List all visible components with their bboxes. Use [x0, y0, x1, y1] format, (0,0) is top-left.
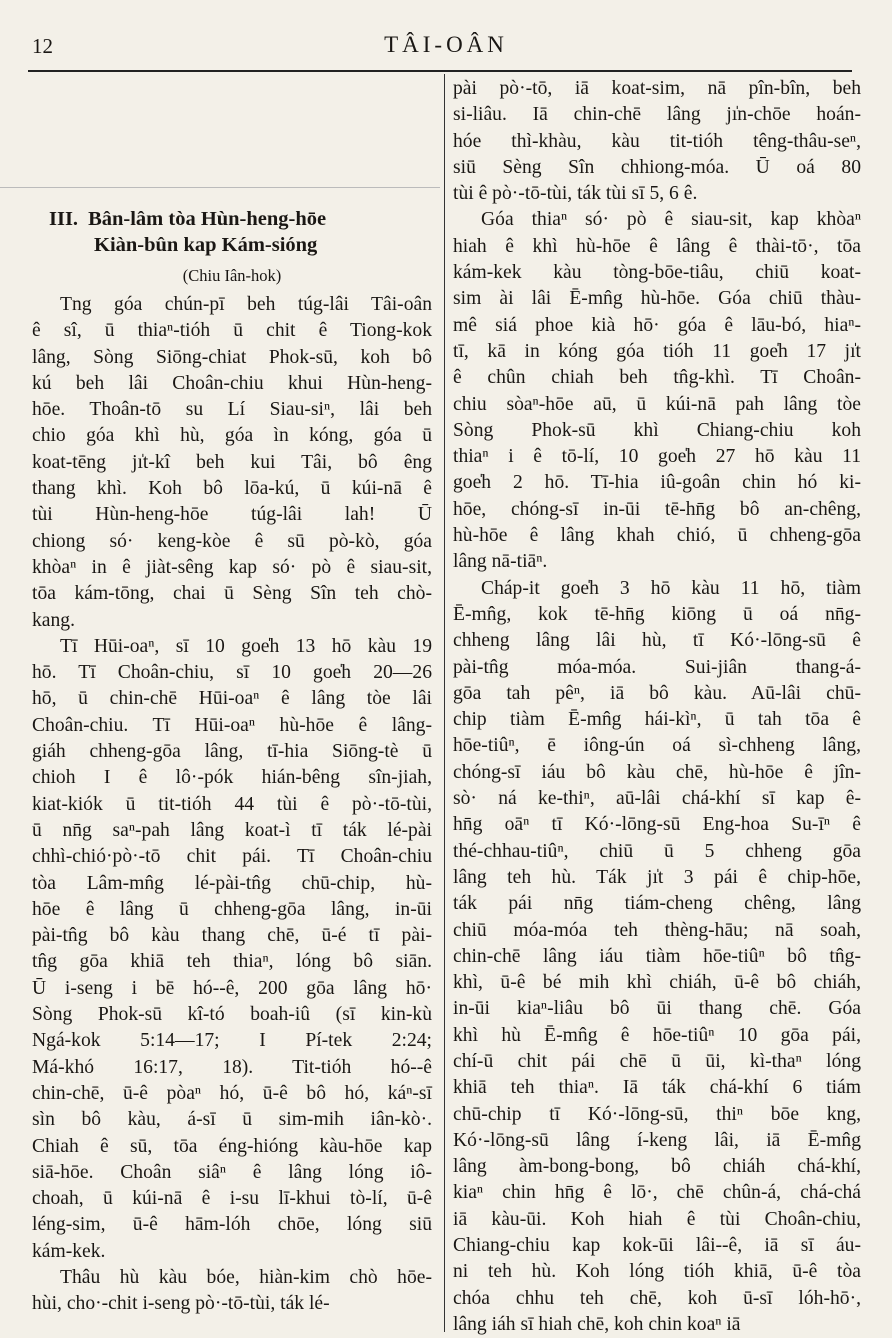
text-line: lâng nā-tiāⁿ. [453, 551, 548, 573]
text-line: Tī Hūi-oaⁿ, sī 10 goe̍h 13 hō kàu 19 [60, 635, 432, 657]
text-line: goe̍h 2 hō. Tī-hia iû-goân chin hó ki- [453, 472, 861, 494]
text-line: siā-hōe. Choân siâⁿ ê lâng lóng iô- [32, 1161, 432, 1183]
text-line: koat-tēng jı̍t-kî beh kui Tâi, bô êng [32, 451, 432, 473]
text-line: chheng lâng lâi hù, tī Kó·-lōng-sū ê [453, 630, 861, 652]
text-line: Ngá-kok 5:14—17; I Pí-tek 2:24; [32, 1030, 432, 1052]
text-line: kám-kek kàu tòng-bōe-tiâu, chiū koat- [453, 262, 861, 284]
article-title-line1: Bân-lâm tòa Hùn-heng-hōe [88, 208, 327, 230]
text-line: lâng, Sòng Siōng-chiat Phok-sū, koh bô [32, 346, 432, 368]
text-line: Thâu hù kàu bóe, hiàn-kim chò hōe- [60, 1266, 432, 1288]
text-line: hōe ê lâng ū chheng-gōa lâng, in-ūi [32, 898, 432, 920]
text-line: léng-sim, ū-ê hām-lóh chōe, lóng siū [32, 1214, 432, 1236]
text-line: thé-chhau-tiûⁿ, chiū ū 5 chheng gōa [453, 840, 861, 862]
text-line: chin-chē lâng iáu tiàm hōe-tiûⁿ bô tn̂g- [453, 945, 861, 967]
paragraph [453, 576, 861, 1338]
text-line: chio góa khì hù, góa ìn kóng, góa ū [32, 425, 432, 447]
column-divider [444, 74, 445, 1332]
text-line: lâng teh hù. Ták jı̍t 3 pái ê chip-hōe, [453, 866, 861, 888]
text-line: pài-tn̂g móa-móa. Sui-jiân thang-á- [453, 656, 861, 678]
text-line: kiat-kiók ū tit-tióh 44 tùi ê pò·-tō-tùi, [32, 793, 432, 815]
text-line: chip tiàm Ē-mn̂g hái-kìⁿ, ū tah tōa ê [453, 709, 861, 731]
text-line: Tng góa chún-pī beh túg-lâi Tâi-oân [60, 294, 432, 315]
text-line: chóa chhu teh chē, koh ū-sī lóh-hō·, [453, 1287, 861, 1309]
text-line: ū nn̄g saⁿ-pah lâng koat-ì tī ták lé-pài [32, 819, 432, 841]
right-column-paragraphs [453, 76, 861, 1338]
text-line: ê chûn chiah beh tn̂g-khì. Tī Choân- [453, 367, 861, 389]
text-line: si-liâu. Iā chin-chē lâng jı̍n-chōe hoán- [453, 104, 861, 126]
page-header [0, 30, 892, 72]
text-line: khì, ū-ê bé mih khì chiáh, ū-ê bô chiáh, [453, 972, 861, 994]
text-line: Chiah ê sū, tōa éng-hióng kàu-hōe kap [32, 1135, 432, 1157]
article-byline: (Chiu Iân-hok) [182, 266, 282, 285]
text-line: kang. [32, 609, 75, 631]
text-line: hōe. Thoân-tō su Lí Siau-siⁿ, lâi beh [32, 399, 432, 421]
paragraph [32, 634, 432, 1265]
paragraph [32, 292, 432, 634]
text-line: kám-kek. [32, 1240, 106, 1262]
text-line: Cháp-it goe̍h 3 hō kàu 11 hō, tiàm [481, 577, 861, 599]
text-line: choah, ū kúi-nā ê i-su lī-khui tò-lí, ū-ê [32, 1188, 432, 1210]
text-line: chhì-chió·pò·-tō chit pái. Tī Choân-chiu [32, 846, 432, 868]
text-line: lâng àm-bong-bong, bô chiáh chá-khí, [453, 1156, 861, 1178]
text-line: tn̂g gōa khiā teh thiaⁿ, lóng bô siān. [32, 951, 432, 973]
text-line: pài-tn̂g bô kàu thang chē, ū-é tī pài- [32, 925, 432, 947]
text-line: lâng iáh sī hiah chē, koh chin koaⁿ iā [453, 1313, 741, 1335]
text-line: mê siá phoe kià hō· góa ê lāu-bó, hiaⁿ- [453, 314, 861, 336]
section-top-rule [0, 187, 440, 188]
text-line: chí-ū chit pái chē ū ūi, kì-thaⁿ lóng [453, 1050, 861, 1072]
text-line: tī, kā in kóng góa tióh 11 goe̍h 17 jı̍t [453, 340, 861, 362]
text-line: hù-hōe ê lâng khah chió, ū chheng-gōa [453, 525, 861, 547]
text-line: chóng-sī iáu bô kàu chē, hù-hōe ê jîn- [453, 761, 861, 783]
running-title: TÂI-OÂN [384, 32, 508, 57]
text-line: in-ūi kiaⁿ-liâu bô ūi thang chē. Góa [453, 998, 861, 1020]
text-line: tōa kám-tōng, chai ū Sèng Sîn teh chò- [32, 583, 432, 605]
text-line: sìn bô kàu, á-sī ū sim-mih iân-kò·. [32, 1109, 432, 1131]
text-line: kiaⁿ chin hn̄g ê lō·, chē chûn-á, chá-chá [453, 1182, 861, 1204]
left-column-paragraphs [32, 292, 432, 1318]
text-line: ták pái nn̄g tiám-cheng chêng, lâng [453, 893, 861, 915]
text-line: Kó·-lōng-sū lâng í-keng lâi, iā Ē-mn̂g [453, 1129, 861, 1151]
article-heading-line1 [32, 206, 432, 232]
text-line: Ū i-seng i bē hó--ê, 200 gōa lâng hō· [32, 977, 432, 999]
text-line: khì hù Ē-mn̂g ê hōe-tiûⁿ 10 gōa pái, [453, 1024, 861, 1046]
text-line: pài pò·-tō, iā koat-sim, nā pîn-bîn, beh [453, 78, 861, 99]
page-number: 12 [32, 34, 53, 58]
text-line: Sòng Phok-sū kî-tó boah-iû (sī kin-kù [32, 1004, 432, 1026]
text-line: Choân-chiu. Tī Hūi-oaⁿ hù-hōe ê lâng- [32, 714, 432, 736]
text-line: khòaⁿ in ê jiàt-sêng kap só· pò ê siau-sit, [32, 556, 432, 578]
text-line: Má-khó 16:17, 18). Tit-tióh hó--ê [32, 1056, 432, 1078]
text-line: tùi ê pò·-tō-tùi, ták tùi sī 5, 6 ê. [453, 183, 698, 205]
header-rule [28, 70, 852, 72]
text-line: thang khì. Koh bô lōa-kú, ū kúi-nā ê [32, 478, 432, 500]
text-line: tòa Lâm-mn̂g lé-pài-tn̂g chū-chip, hù- [32, 872, 432, 894]
text-line: sò· ná ke-thiⁿ, aū-lâi chá-khí sī kap ê- [453, 788, 861, 810]
text-line: hùi, cho·-chit i-seng pò·-tō-tùi, ták lé- [32, 1293, 330, 1315]
text-line: hōe-tiûⁿ, ē iông-ún oá sì-chheng lâng, [453, 735, 861, 757]
text-line: kú beh lâi Choân-chiu khui Hùn-heng- [32, 372, 432, 394]
text-line: khiā teh thiaⁿ. Iā ták chá-khí 6 tiám [453, 1077, 861, 1099]
text-line: thiaⁿ i ê tō-lí, 10 goe̍h 27 hō kàu 11 [453, 446, 861, 468]
text-line: ni teh hù. Koh lóng tióh khiā, ū-ê tòa [453, 1261, 861, 1283]
paragraph [32, 1265, 432, 1318]
text-line: chin-chē, ū-ê pòaⁿ hó, ū-ê bô hó, káⁿ-sī [32, 1082, 432, 1104]
text-line: chioh I ê lô·-pók hián-bêng sîn-jiah, [32, 767, 432, 789]
text-line: chiū móa-móa teh thèng-hāu; nā soah, [453, 919, 861, 941]
text-line: ê sî, ū thiaⁿ-tióh ū chit ê Tiong-kok [32, 320, 432, 342]
article-title-line2: Kiàn-bûn kap Kám-sióng [94, 234, 318, 256]
text-line: gōa tah pêⁿ, iā bô kàu. Aū-lâi chū- [453, 682, 861, 704]
text-line: sim ài lâi Ē-mn̂g hù-hōe. Góa chiū thàu- [453, 288, 861, 310]
text-line: hiah ê khì hù-hōe ê lâng ê thài-tō·, tōa [453, 235, 861, 257]
text-line: Sòng Phok-sū khì Chiang-chiu koh [453, 419, 861, 441]
text-line: giáh chheng-gōa lâng, tī-hia Siōng-tè ū [32, 741, 432, 763]
text-line: iā kàu-ūi. Koh hiah ê tùi Choân-chiu, [453, 1208, 861, 1230]
text-line: tùi Hùn-heng-hōe túg-lâi lah! Ū [32, 504, 432, 526]
text-line: hóe thì-khàu, kàu tit-tióh têng-thâu-seⁿ, [453, 130, 861, 152]
section-number: III. [49, 208, 79, 230]
text-line: hō, ū chin-chē Hūi-oaⁿ ê lâng tòe lâi [32, 688, 432, 710]
paragraph [453, 207, 861, 575]
text-line: hō. Tī Choân-chiu, sī 10 goe̍h 20—26 [32, 662, 432, 684]
text-line: chiong só· keng-kòe ê sū pò-kò, góa [32, 530, 432, 552]
text-line: hōe, chóng-sī in-ūi tē-hn̄g bô an-chêng, [453, 498, 861, 520]
text-line: Góa thiaⁿ só· pò ê siau-sit, kap khòaⁿ [481, 209, 861, 231]
left-column [32, 206, 432, 1318]
right-column [453, 76, 861, 1338]
text-line: siū Sèng Sîn chhiong-móa. Ū oá 80 [453, 156, 861, 178]
text-line: Ē-mn̂g, kok tē-hn̄g kiōng ū oá nn̄g- [453, 603, 861, 625]
text-line: chū-chip tī Kó·-lōng-sū, thiⁿ bōe kng, [453, 1103, 861, 1125]
text-line: Chiang-chiu kap kok-ūi lâi--ê, iā sī áu- [453, 1235, 861, 1257]
text-line: chiu sòaⁿ-hōe aū, ū kúi-nā pah lâng tòe [453, 393, 861, 415]
text-line: hn̄g oāⁿ tī Kó·-lōng-sū Eng-hoa Su-īⁿ ê [453, 814, 861, 836]
paragraph [453, 76, 861, 207]
